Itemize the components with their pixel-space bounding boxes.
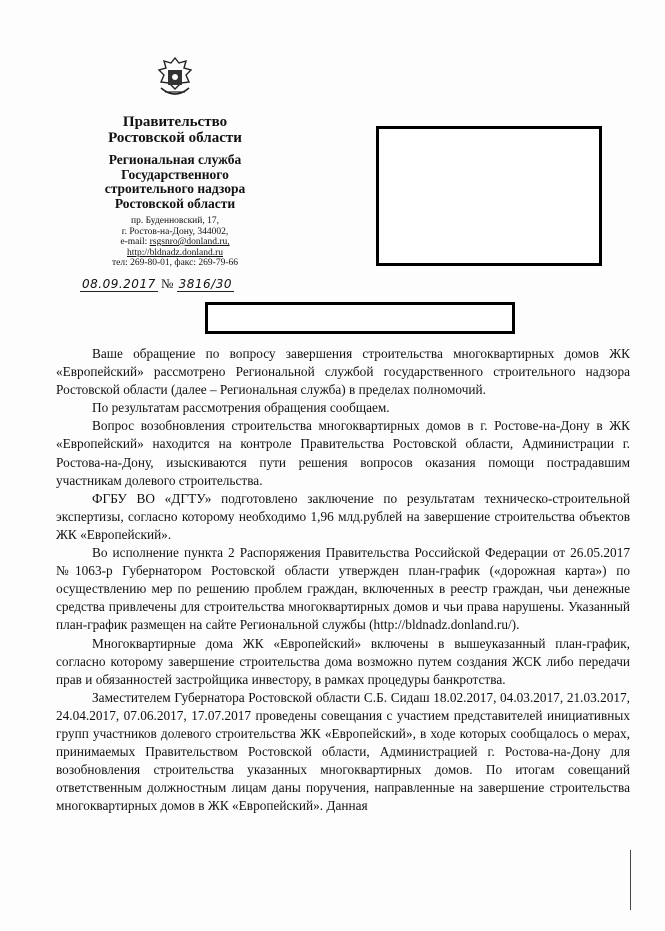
- government-title-line: Правительство: [122, 114, 228, 130]
- email-line: [70, 237, 280, 248]
- body-paragraph: Заместителем Губернатора Ростовской области С.Б. Сидаш 18.02.2017, 04.03.2017, 21.03.2017, 24.04.2017, 07.06.2017, 17.07.2017 проведены совещания с участием представителей инициативных групп участников долевого строительства ЖК «Европейский», в ходе которых сообщалось о мерах, принимаемых Правительством Ростовской области, Администрацией г. Ростова-на-Дону для возобновления строительства указанных многоквартирных домов. По итогам совещаний ответственным должностным лицам даны поручения, направленные на завершение строительства многоквартирных домов в ЖК «Европейский». Данная: [56, 689, 630, 814]
- service-name: [70, 153, 280, 211]
- body-paragraph: Ваше обращение по вопросу завершения строительства многоквартирных домов ЖК «Европейский» рассмотрено Региональной службой государственного строительного надзора Ростовской области (далее – Региональная служба) в пределах полномочий.: [56, 346, 630, 398]
- scan-edge-mark: [630, 850, 631, 910]
- website-link[interactable]: http://bldnadz.donland.ru: [126, 247, 224, 258]
- email-label: e-mail:: [120, 237, 150, 247]
- registration-date: 08.09.2017: [82, 277, 156, 291]
- redacted-recipient-block: [376, 126, 602, 266]
- body-paragraph: По результатам рассмотрения обращения сообщаем.: [92, 400, 390, 416]
- coat-of-arms-icon: [153, 56, 197, 102]
- redacted-reference-block: [205, 302, 515, 334]
- service-name-line: Ростовской области: [114, 195, 236, 211]
- phone-line: тел: 269-80-01, факс: 269-79-66: [111, 258, 238, 268]
- contact-block: [70, 216, 280, 269]
- registration-number-label: №: [160, 276, 174, 291]
- government-title-line: Ростовской области: [108, 130, 242, 146]
- body-paragraph: Во исполнение пункта 2 Распоряжения Правительства Российской Федерации от 26.05.2017 №1063-р Губернатором Ростовской области утвержден план-график («дорожная карта») по осуществлению мер по решению проблем граждан, включенных в реестр граждан, чьи денежные средства привлечены для строительства многоквартирных домов и чьи права нарушены. Указанный план-график размещен на сайте Региональной службы (http://bldnadz.donland.ru/).: [56, 545, 630, 633]
- email-link[interactable]: rsgsnro@donland.ru,: [149, 237, 230, 247]
- address-line: г. Ростов-на-Дону, 344002,: [121, 226, 229, 237]
- body-paragraph: ФГБУ ВО «ДГТУ» подготовлено заключение по результатам техническо-строительной экспертизы, согласно которому необходимо 1,96 млд.рублей на завершение строительства объектов ЖК «Европейский».: [56, 490, 630, 542]
- registration-number: 3816/30: [178, 277, 232, 291]
- service-name-line: Региональная служба: [108, 152, 242, 167]
- service-name-line: строительного надзора: [104, 181, 246, 196]
- service-name-line: Государственного: [121, 166, 229, 182]
- body-paragraph: Многоквартирные дома ЖК «Европейский» включены в вышеуказанный план-график, согласно которому завершение строительства дома возможно путем создания ЖСК либо передачи прав и обязанностей застройщика инвестору, в рамках процедуры банкротства.: [56, 635, 630, 687]
- address-line: пр. Буденновский, 17,: [131, 216, 219, 226]
- government-title: [70, 114, 280, 146]
- body-paragraph: Вопрос возобновления строительства многоквартирных домов в г. Ростове-на-Дону в ЖК «Европейский» находится на контроле Правительства Ростовской области, Администрации г. Ростова-на-Дону, изыскиваются пути решения вопросов оказания помощи пострадавшим участникам долевого строительства.: [56, 418, 630, 488]
- letter-body: [56, 345, 630, 815]
- registration-line: [80, 276, 234, 292]
